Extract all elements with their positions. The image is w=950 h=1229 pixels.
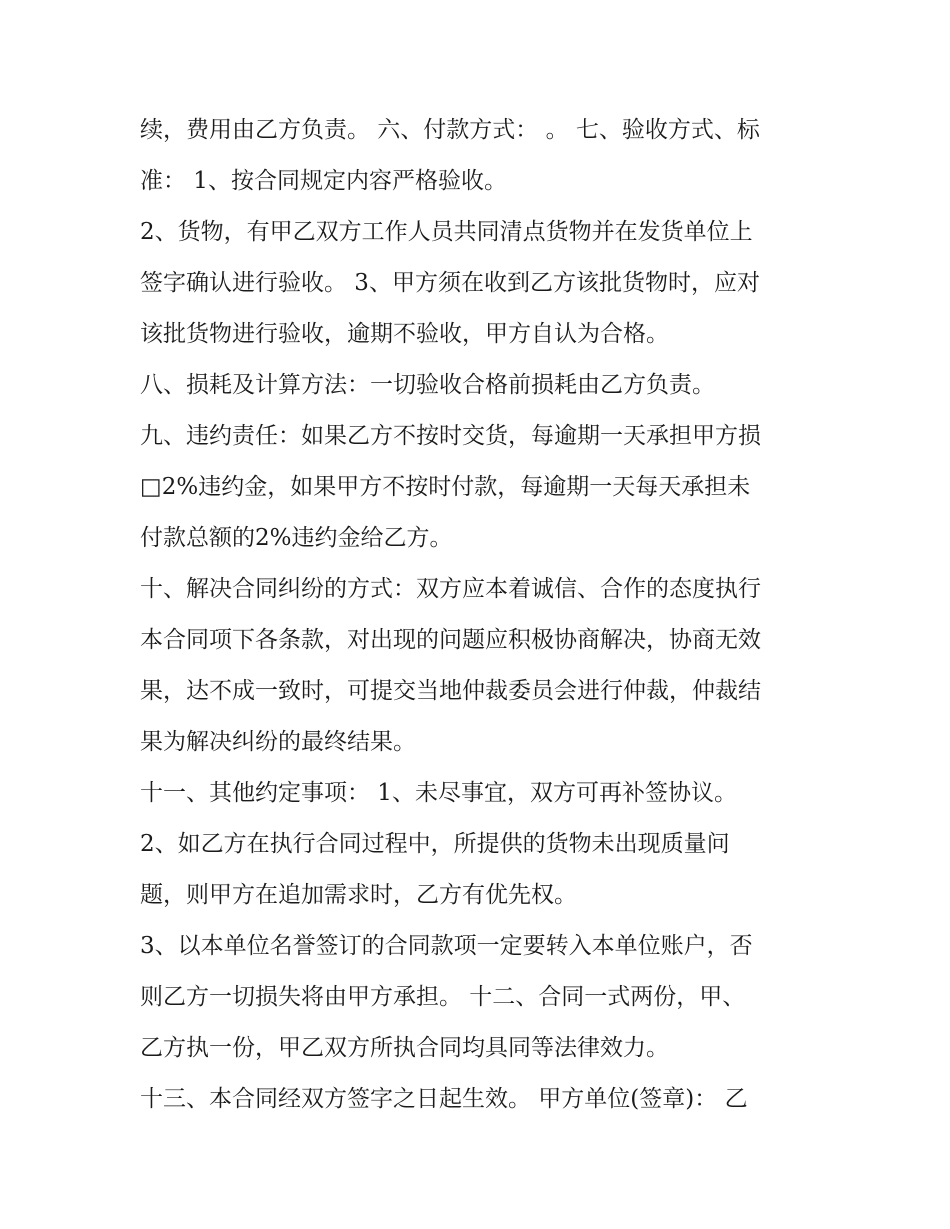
text-line: 续，费用由乙方负责。 六、付款方式： 。 七、验收方式、标 — [140, 117, 760, 143]
text-line: 2、如乙方在执行合同过程中，所提供的货物未出现质量问 — [140, 831, 730, 857]
text-line: 十三、本合同经双方签字之日起生效。 甲方单位(签章)： 乙 — [140, 1086, 748, 1112]
contract-body-text — [140, 105, 820, 1125]
text-line: 果，达不成一致时，可提交当地仲裁委员会进行仲裁，仲裁结 — [140, 678, 761, 704]
text-line: 3、以本单位名誉签订的合同款项一定要转入本单位账户，否 — [140, 933, 753, 959]
text-line: 该批货物进行验收，逾期不验收，甲方自认为合格。 — [140, 321, 669, 347]
text-line: 则乙方一切损失将由甲方承担。 十二、合同一式两份，甲、 — [140, 984, 746, 1010]
text-line: □2%违约金，如果甲方不按时付款，每逾期一天每天承担未 — [140, 474, 751, 500]
text-line: 果为解决纠纷的最终结果。 — [140, 729, 416, 755]
text-line: 付款总额的2%违约金给乙方。 — [140, 525, 453, 551]
text-line: 准： 1、按合同规定内容严格验收。 — [140, 168, 507, 194]
text-line: 十、解决合同纠纷的方式：双方应本着诚信、合作的态度执行 — [140, 576, 761, 602]
text-line: 本合同项下各条款，对出现的问题应积极协商解决，协商无效 — [140, 627, 761, 653]
text-line: 题，则甲方在追加需求时，乙方有优先权。 — [140, 882, 577, 908]
text-line: 2、货物，有甲乙双方工作人员共同清点货物并在发货单位上 — [140, 219, 753, 245]
text-line: 十一、其他约定事项： 1、未尽事宜，双方可再补签协议。 — [140, 780, 737, 806]
text-line: 八、损耗及计算方法：一切验收合格前损耗由乙方负责。 — [140, 372, 715, 398]
text-line: 签字确认进行验收。 3、甲方须在收到乙方该批货物时，应对 — [140, 270, 760, 296]
text-line: 九、违约责任：如果乙方不按时交货，每逾期一天承担甲方损 — [140, 423, 761, 449]
text-line: 乙方执一份，甲乙双方所执合同均具同等法律效力。 — [140, 1035, 669, 1061]
